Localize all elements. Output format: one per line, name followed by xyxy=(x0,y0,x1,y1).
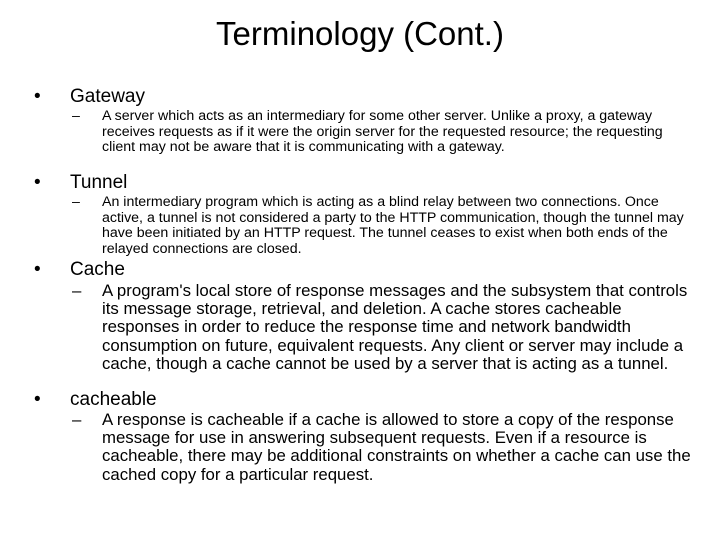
bullet-icon: • xyxy=(34,172,41,193)
definition-cacheable xyxy=(72,411,694,484)
term-tunnel: Tunnel xyxy=(70,172,128,193)
bullet-icon: • xyxy=(34,389,41,410)
bullet-icon: • xyxy=(34,86,41,107)
term-cacheable: cacheable xyxy=(70,389,157,410)
definition-cacheable-text: A response is cacheable if a cache is allowed to store a copy of the response message for use in answering subsequent requests. Even if a resource is cacheable, there may be additional constraints on whether a cache can use the cached copy for a particular request. xyxy=(102,410,691,484)
dash-icon: – xyxy=(72,410,82,429)
bullet-item-cache xyxy=(34,259,125,281)
definition-cache xyxy=(72,282,694,373)
bullet-item-gateway xyxy=(34,86,145,108)
bullet-item-cacheable xyxy=(34,389,157,411)
definition-tunnel xyxy=(72,195,694,257)
dash-icon: – xyxy=(72,108,80,124)
dash-icon: – xyxy=(72,194,80,210)
definition-gateway-text: A server which acts as an intermediary for some other server. Unlike a proxy, a gateway receives requests as if it were the origin server for the requested resource; the requesting client may not be aware that it is communicating with a gateway. xyxy=(102,108,663,156)
bullet-item-tunnel xyxy=(34,172,127,194)
definition-gateway xyxy=(72,109,694,156)
definition-cache-text: A program's local store of response messages and the subsystem that controls its message storage, retrieval, and deletion. A cache stores cacheable responses in order to reduce the response time and network bandwidth consumption on future, equivalent requests. Any client or server may include a cache, though a cache cannot be used by a server that is acting as a tunnel. xyxy=(102,281,688,373)
bullet-icon: • xyxy=(34,259,41,280)
slide-title: Terminology (Cont.) xyxy=(216,15,504,52)
term-cache: Cache xyxy=(70,259,125,280)
term-gateway: Gateway xyxy=(70,86,145,107)
definition-tunnel-text: An intermediary program which is acting as a blind relay between two connections. Once active, a tunnel is not considered a party to the HTTP communication, though the tunnel may have been initiated by an HTTP request. The tunnel ceases to exist when both ends of the relayed connections are closed. xyxy=(102,194,684,257)
dash-icon: – xyxy=(72,281,82,300)
